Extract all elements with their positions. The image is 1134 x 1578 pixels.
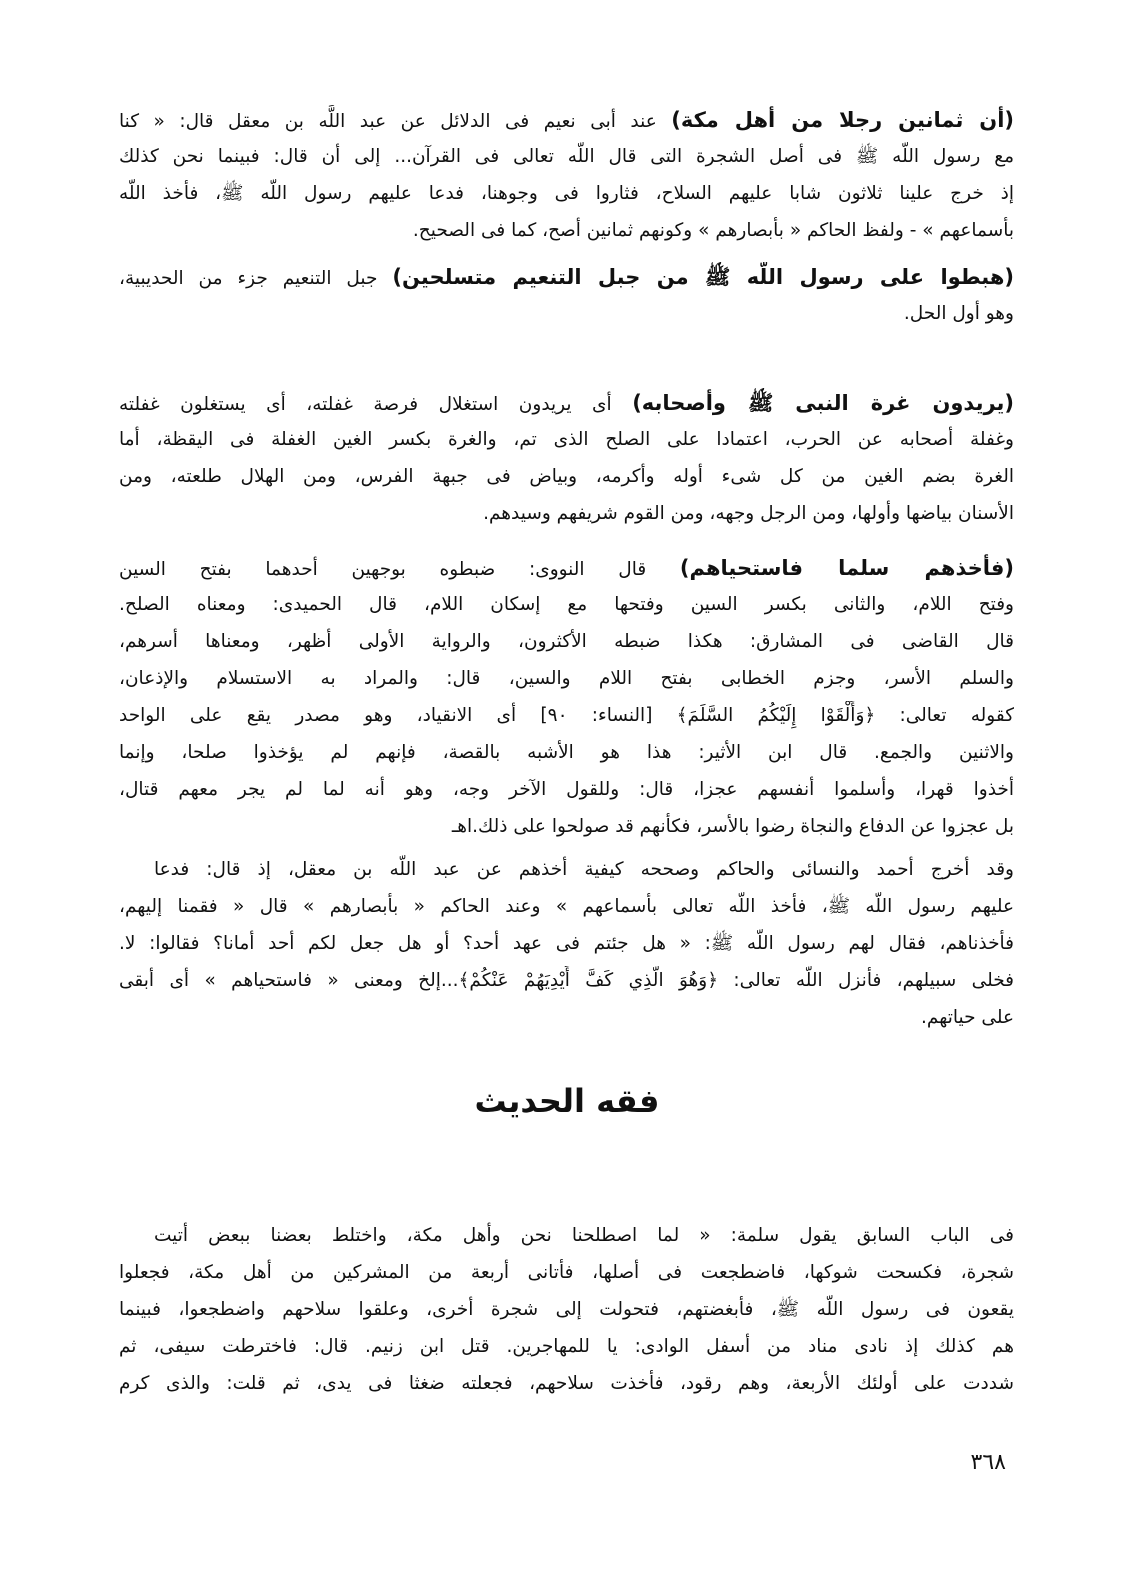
line-text: قال النووى: ضبطوه بوجهين أحدهما بفتح السين [119, 559, 680, 580]
text-line [119, 179, 1014, 209]
text-line [119, 929, 1014, 959]
text-line [119, 1369, 1014, 1399]
line-text: بل عجزوا عن الدفاع والنجاة رضوا بالأسر، فكأنهم قد صولحوا على ذلك.اهـ [451, 816, 1014, 837]
line-text: وغفلة أصحابه عن الحرب، اعتمادا على الصلح الذى تم، والغرة بكسر الغين الغفلة فى اليقظة، أما [119, 429, 1014, 450]
line-text: الأسنان بياضها وأولها، ومن الرجل وجهه، ومن القوم شريفهم وسيدهم. [483, 503, 1014, 524]
text-line [119, 966, 1014, 996]
text-line [119, 775, 1014, 805]
line-text: قال القاضى فى المشارق: هكذا ضبطه الأكثرون، والرواية الأولى أظهر، ومعناها أسرهم، [119, 631, 1014, 652]
text-line [119, 590, 1014, 620]
line-text: هم كذلك إذ نادى مناد من أسفل الوادى: يا للمهاجرين. قتل ابن زنيم. قال: فاخترطت سيفى، ثم [119, 1336, 1014, 1357]
line-text: وهو أول الحل. [903, 303, 1014, 324]
lead-phrase: (يريدون غرة النبى ﷺ وأصحابه) [632, 391, 1014, 415]
text-line [119, 216, 1014, 246]
line-text: شددت على أولئك الأربعة، وهم رقود، فأخذت سلاحهم، فجعلته ضغثا فى يدى، ثم قلت: والذى كرم [119, 1373, 1014, 1394]
text-line [119, 701, 1014, 731]
line-text: فى الباب السابق يقول سلمة: « لما اصطلحنا نحن وأهل مكة، واختلط بعضنا ببعض أتيت [154, 1225, 1014, 1246]
text-line [119, 892, 1014, 922]
text-line [119, 1332, 1014, 1362]
line-text: مع رسول اللَّه ﷺ فى أصل الشجرة التى قال اللَّه تعالى فى القرآن... إلى أن قال: فبينما نحن كذلك [119, 146, 1014, 167]
text-line [119, 553, 1014, 585]
text-line [154, 1221, 1014, 1251]
line-text: وقد أخرج أحمد والنسائى والحاكم وصححه كيفية أخذهم عن عبد اللَّه بن معقل، إذ قال: فدعا [154, 859, 1014, 880]
text-line [119, 105, 1014, 137]
line-text: فخلى سبيلهم، فأنزل اللَّه تعالى: ﴿وَهُوَ الَّذِي كَفَّ أَيْدِيَهُمْ عَنْكُمْ﴾...إلخ ومعنى « فاستحياهم » أى أبقى [119, 970, 1014, 991]
lead-phrase: (أن ثمانين رجلا من أهل مكة) [671, 108, 1014, 132]
line-text: عليهم رسول اللَّه ﷺ، فأخذ اللَّه تعالى بأسماعهم » وعند الحاكم « بأبصارهم » قال « فقمنا إليهم، [119, 896, 1014, 917]
lead-phrase: (فأخذهم سلما فاستحياهم) [679, 556, 1014, 580]
line-text: شجرة، فكسحت شوكها، فاضطجعت فى أصلها، فأتانى أربعة من المشركين من أهل مكة، فجعلوا [119, 1262, 1014, 1283]
line-text: إذ خرج علينا ثلاثون شابا عليهم السلاح، فثاروا فى وجوهنا، فدعا عليهم رسول اللَّه ﷺ، فأخذ اللَّه [119, 183, 1014, 204]
text-line [154, 855, 1014, 885]
text-line [119, 1003, 1014, 1033]
text-line [119, 425, 1014, 455]
text-line [119, 499, 1014, 529]
line-text: بأسماعهم » - ولفظ الحاكم « بأبصارهم » وكونهم ثمانين أصح، كما فى الصحيح. [412, 220, 1014, 241]
line-text: كقوله تعالى: ﴿وَأَلْقَوْا إِلَيْكُمُ السَّلَمَ﴾ [النساء: ٩٠] أى الانقياد، وهو مصدر يقع على الواحد [119, 705, 1014, 726]
line-text: يقعون فى رسول اللَّه ﷺ، فأبغضتهم، فتحولت إلى شجرة أخرى، وعلقوا سلاحهم واضطجعوا، فبينما [119, 1299, 1014, 1320]
line-text: أخذوا قهرا، وأسلموا أنفسهم عجزا، قال: وللقول الآخر وجه، وهو أنه لما لم يجر معهم قتال، [119, 779, 1014, 800]
line-text: وفتح اللام، والثانى بكسر السين وفتحها مع إسكان اللام، قال الحميدى: ومعناه الصلح. [119, 594, 1014, 615]
line-text: أى يريدون استغلال فرصة غفلته، أى يستغلون غفلته [119, 394, 633, 415]
section-heading: فقه الحديث [474, 1082, 660, 1120]
text-line [119, 1258, 1014, 1288]
text-line [119, 142, 1014, 172]
text-line [119, 738, 1014, 768]
text-line [119, 262, 1014, 294]
text-line [119, 299, 1014, 329]
text-line [119, 627, 1014, 657]
text-line [119, 462, 1014, 492]
lead-phrase: (هبطوا على رسول اللَّه ﷺ من جبل التنعيم متسلحين) [392, 265, 1014, 289]
line-text: فأخذناهم، فقال لهم رسول اللَّه ﷺ: « هل جئتم فى عهد أحد؟ أو هل جعل لكم أحد أمانا؟ فقالوا: لا. [119, 933, 1014, 954]
text-line [119, 664, 1014, 694]
line-text: جبل التنعيم جزء من الحديبية، [119, 268, 393, 289]
text-line [119, 1295, 1014, 1325]
text-line [119, 388, 1014, 420]
line-text: الغرة بضم الغين من كل شىء أوله وأكرمه، وبياض فى جبهة الفرس، ومن الهلال طلعته، ومن [119, 466, 1014, 487]
line-text: والسلم الأسر، وجزم الخطابى بفتح اللام والسين، قال: والمراد به الاستسلام والإذعان، [119, 668, 1014, 689]
line-text: عند أبى نعيم فى الدلائل عن عبد اللَّه بن معقل قال: « كنا [119, 111, 672, 132]
text-line [119, 812, 1014, 842]
line-text: والاثنين والجمع. قال ابن الأثير: هذا هو الأشبه بالقصة، فإنهم لم يؤخذوا صلحا، وإنما [119, 742, 1014, 763]
line-text: على حياتهم. [921, 1007, 1014, 1028]
page-number: ٣٦٨ [970, 1450, 1006, 1475]
